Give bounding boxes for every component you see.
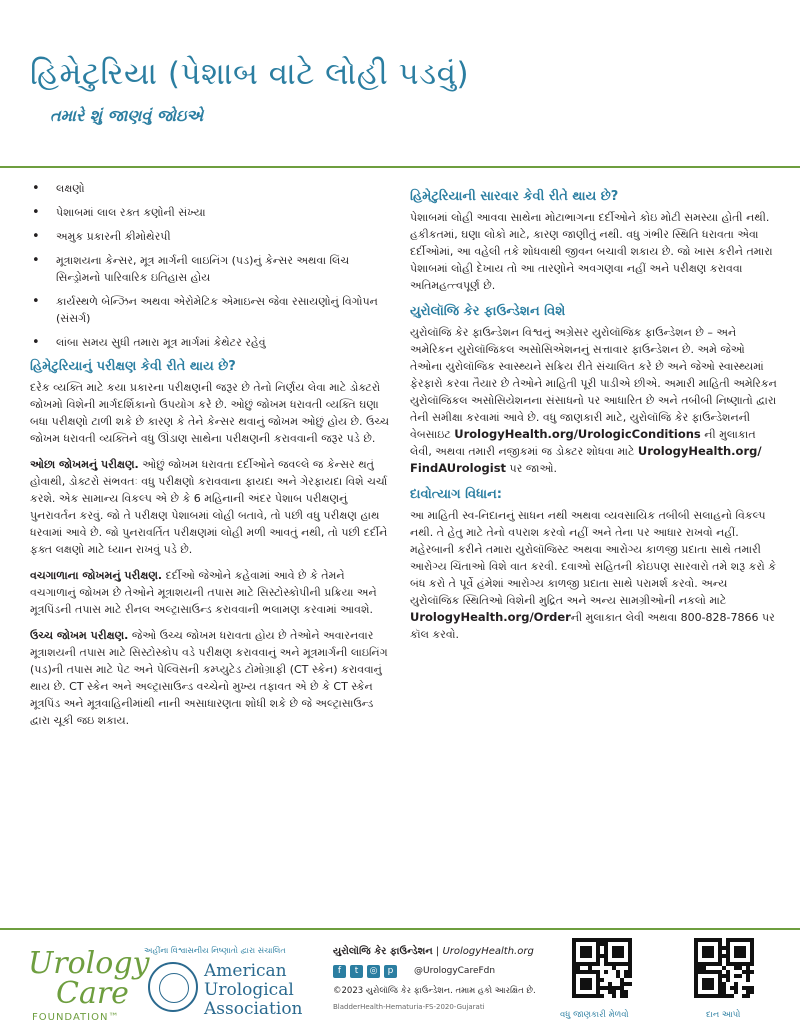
aua-seal-icon: [148, 962, 198, 1012]
list-item: • લાંબા સમય સુધી તમારા મૂત્ર માર્ગમાં કેથેટર રહેવું: [30, 334, 390, 351]
aua-line-urological: Urological: [204, 980, 294, 1000]
copyright-text: ©2023 યુરોલૉજિ કેર ફાઉન્ડેશન. તમામ હકો આરક્ષિત છે.: [333, 986, 536, 996]
logo-text-care: Care: [56, 976, 129, 1011]
list-item: • કાર્યસ્થળે બેન્ઝિન અથવા એરોમેટિક એમાઇન્સ જેવા રસાયણોનું વિગોપન (સંસર્ગ): [30, 293, 390, 327]
mid-risk-paragraph: [30, 567, 390, 618]
footer-org-line: [333, 946, 534, 957]
instagram-icon[interactable]: ◎: [367, 965, 380, 978]
page-subtitle: તમારે શું જાણવું જોઇએ: [50, 106, 204, 125]
about-text: યુરોલૉજિ કેર ફાઉન્ડેશન વિશ્વનું અગ્રેસર યુરોલૉજિક ફાઉન્ડેશન છે – અને અમેરિકન યુરોલૉજિકલ અસોસિએશનનું સત્તાવાર ફાઉન્ડેશન છે. અમે જેઓ તેઓના યુરોલૉજિક સ્વાસ્થ્યને સક્રિય રીતે સંચાલિત કરે છે અને જેઓ સ્વાસ્થ્યમાં ફેરફારો કરવા તૈયાર છે તેઓને માહિતી પૂરી પાડીએ છીએ. અમારી માહિતી અમેરિકન યુરોલૉજિકલ અસોસિયેશનના સંસાધનો પર આધારિત છે અને તબીબી નિષ્ણાતો દ્વારા તેની સમીક્ષા કરવામાં આવે છે. વધુ જાણકારી માટે, યુરોલૉજિ કેર ફાઉન્ડેશનની વેબસાઇટ: [410, 326, 777, 441]
social-handle[interactable]: @UrologyCareFdn: [414, 966, 496, 976]
about-end-text: પર જાઓ.: [506, 462, 557, 475]
disclaimer-paragraph: [410, 507, 778, 643]
high-risk-paragraph: [30, 627, 390, 729]
about-mid-text: ની મુલાકાત લેવી, અથવા તમારી નજીકમાં જ ડોક્ટર શોધવા માટે: [410, 428, 756, 458]
social-icons: [333, 965, 397, 978]
order-link[interactable]: UrologyHealth.org/Order: [410, 610, 571, 624]
testing-intro: દરેક વ્યક્તિ માટે કયા પ્રકારના પરીક્ષણની જરૂર છે તેનો નિર્ણય લેવા માટે ડોક્ટરો જોખમો વિશેની માર્ગદર્શિકાનો ઉપયોગ કરે છે. ઓછું જોખમ ધરાવતી વ્યક્તિ ઘણા બધા પરીક્ષણો ટાળી શકે છે કારણ કે તેને કેન્સર થવાનું જોખમ ઓછું હોય છે. ઉચ્ચ જોખમ ધરાવતી વ્યક્તિને વધુ ઊંડાણ સાથેના પરીક્ષણની કરાવવાની જરૂર પડે છે.: [30, 381, 390, 445]
high-risk-label: ઉચ્ચ જોખમ પરીક્ષણ.: [30, 629, 129, 642]
list-item: • અમુક પ્રકારની કીમોથેરપી: [30, 228, 390, 245]
footer-separator: |: [435, 946, 440, 957]
right-column: [410, 188, 778, 652]
learn-more-qr-code[interactable]: [572, 938, 632, 998]
page-header: [0, 0, 800, 168]
logo-text-urology: Urology: [28, 946, 150, 981]
mid-risk-label: વચગાળાના જોખમનું પરીક્ષણ.: [30, 569, 163, 582]
urology-care-logo: [28, 946, 150, 1026]
aua-line-american: American: [204, 961, 287, 981]
mid-risk-text: દર્દીઓ જેઓને કહેવામાં આવે છે કે તેમને વચગાળાનું જોખમ છે તેઓને મૂત્રાશયની તપાસ માટે સિસ્ટોસ્કોપીની પ્રક્રિયા અને મૂત્રપિંડની તપાસ માટે રીનલ અલ્ટ્રાસાઉન્ડ કરાવવાની ભલામણ કરવામાં આવશે.: [30, 569, 377, 616]
disclaimer-heading: દાવોત્યાગ વિધાન:: [410, 487, 502, 502]
aua-logo-text: [204, 962, 303, 1019]
testing-heading: હિમેટુરિયાનું પરીક્ષણ કેવી રીતે થાય છે?: [30, 359, 236, 374]
logo-text-foundation: FOUNDATION™: [32, 1012, 120, 1023]
about-paragraph: [410, 324, 778, 477]
learn-more-qr-label: વધુ જાણકારી મેળવો: [560, 1010, 629, 1020]
treatment-text: પેશાબમાં લોહી આવવા સાથેના મોટાભાગના દર્દીઓને કોઇ મોટી સમસ્યા હોતી નથી. હકીકતમાં, ઘણા લોકો માટે, કારણ જાણીતું નથી. વધુ ગંભીર સ્થિતિ ધરાવતા એવા દર્દીઓમાં, આ વહેલી તકે શોધવાથી જીવન બચાવી શકાય છે. જો ખાસ કરીને તમારા પેશાબમાં લોહી દેખાય તો આ તારણોને અવગણવા નહીં અને પરીક્ષણ કરાવવા અતિમહત્ત્વપૂર્ણ છે.: [410, 211, 773, 292]
footer-website-link[interactable]: UrologyHealth.org: [442, 946, 534, 957]
header-divider: [0, 166, 800, 168]
left-column: [30, 180, 390, 738]
treatment-heading: હિમેટુરિયાની સારવાર કેવી રીતે થાય છે?: [410, 189, 619, 204]
donate-qr-label: દાન આપો: [706, 1010, 741, 1020]
find-urologist-link[interactable]: UrologyHealth.org/ FindAUrologist: [410, 444, 762, 475]
low-risk-text: ઓછું જોખમ ધરાવતા દર્દીઓને જવલ્લે જ કેન્સર થતું હોવાથી, ડોક્ટરો સંભવતઃ વધુ પરીક્ષણો કરાવવાના ફાયદા અને ગેરફાયદા વિશે ચર્ચા કરશે. એક સામાન્ય વિકલ્પ એ છે કે 6 મહિનાની અંદર પેશાબ પરીક્ષણનું પુનરાવર્તન કરવું. જો તે પરીક્ષણ પેશાબમાં લોહી બતાવે, તો પછી વધુ પરીક્ષણ હાથ ધરવામાં આવે છે. જો પુનરાવર્તિત પરીક્ષણમાં લોહી મળી આવતું નથી, તો પછી દર્દીને ફક્ત લક્ષણો માટે ધ્યાન રાખવું પડે છે.: [30, 458, 388, 556]
disclaimer-end-text: ની મુલાકાત લેવી અથવા 800-828-7866 પર કૉલ કરવો.: [410, 611, 775, 641]
disclaimer-text: આ માહિતી સ્વ-નિદાનનું સાધન નથી અથવા વ્યવસાયિક તબીબી સલાહનો વિકલ્પ નથી. તે હેતુ માટે તેનો વપરાશ કરવો નહીં અને તેના પર આધાર રાખવો નહીં. મહેરબાની કરીને તમારા યુરોલૉજિસ્ટ અથવા આરોગ્ય કાળજી પ્રદાતા સાથે તમારી આરોગ્ય ચિંતાઓ વિશે વાત કરવી. દવાઓ સહિતની કોઇપણ સારવારો તમે શરૂ કરો કે બંધ કરો તે પૂર્વે હંમેશાં આરોગ્ય કાળજી પ્રદાતા સાથે પરામર્શ કરવો. અન્ય યુરોલૉજિક સ્થિતિઓ વિશેની મુદ્રિત અને અન્ય સામગ્રીઓની નકલો માટે: [410, 509, 777, 607]
low-risk-paragraph: [30, 456, 390, 558]
file-identifier: BladderHealth-Hematuria-FS-2020-Gujarati: [333, 1003, 485, 1011]
twitter-icon[interactable]: t: [350, 965, 363, 978]
aua-tagline: અહીંના વિશ્વાસનીય નિષ્ણાતો દ્વારા સંચાલિત: [144, 946, 286, 955]
donate-qr-code[interactable]: [694, 938, 754, 998]
facebook-icon[interactable]: f: [333, 965, 346, 978]
about-heading: યુરોલૉજિ કેર ફાઉન્ડેશન વિશે: [410, 304, 566, 319]
risk-factor-list: [30, 180, 390, 351]
footer-org-name: યુરોલૉજિ કેર ફાઉન્ડેશન: [333, 946, 433, 957]
pinterest-icon[interactable]: p: [384, 965, 397, 978]
aua-line-association: Association: [204, 999, 303, 1019]
low-risk-label: ઓછા જોખમનું પરીક્ષણ.: [30, 458, 139, 471]
high-risk-text: જેઓ ઉચ્ચ જોખમ ધરાવતા હોય છે તેઓને અવારનવાર મૂત્રાશયની તપાસ માટે સિસ્ટોસ્કોપ વડે પરીક્ષણ કરાવવાનું અને મૂત્રમાર્ગની લાઇનિંગ (પડ)ની તપાસ માટે પેટ અને પેલ્વિસની કમ્પ્યુટેડ ટોમોગ્રાફી (CT સ્કેન) કરાવવાનું થાય છે. CT સ્કેન અને અલ્ટ્રાસાઉન્ડ વચ્ચેનો મુખ્ય તફાવત એ છે કે CT સ્કેન મૂત્રપિંડ અને મૂત્રવાહિનીમાંથી નાની અસાધારણતા શોધી શકે છે જે અલ્ટ્રાસાઉન્ડ દ્વારા ચૂકી જઇ શકાય.: [30, 629, 388, 727]
footer-divider: [0, 928, 800, 930]
list-item: • પેશાબમાં લાલ રક્ત કણોની સંખ્યા: [30, 204, 390, 221]
page-title: હિમેટુરિયા (પેશાબ વાટે લોહી પડવું): [30, 56, 470, 92]
list-item: • મૂત્રાશયના કેન્સર, મૂત્ર માર્ગની લાઇનિંગ (પડ)નું કેન્સર અથવા લિંચ સિન્ડ્રોમનો પારિવારિક ઇતિહાસ હોય: [30, 252, 390, 286]
urologic-conditions-link[interactable]: UrologyHealth.org/UrologicConditions: [454, 427, 701, 441]
list-item: • લક્ષણો: [30, 180, 390, 197]
